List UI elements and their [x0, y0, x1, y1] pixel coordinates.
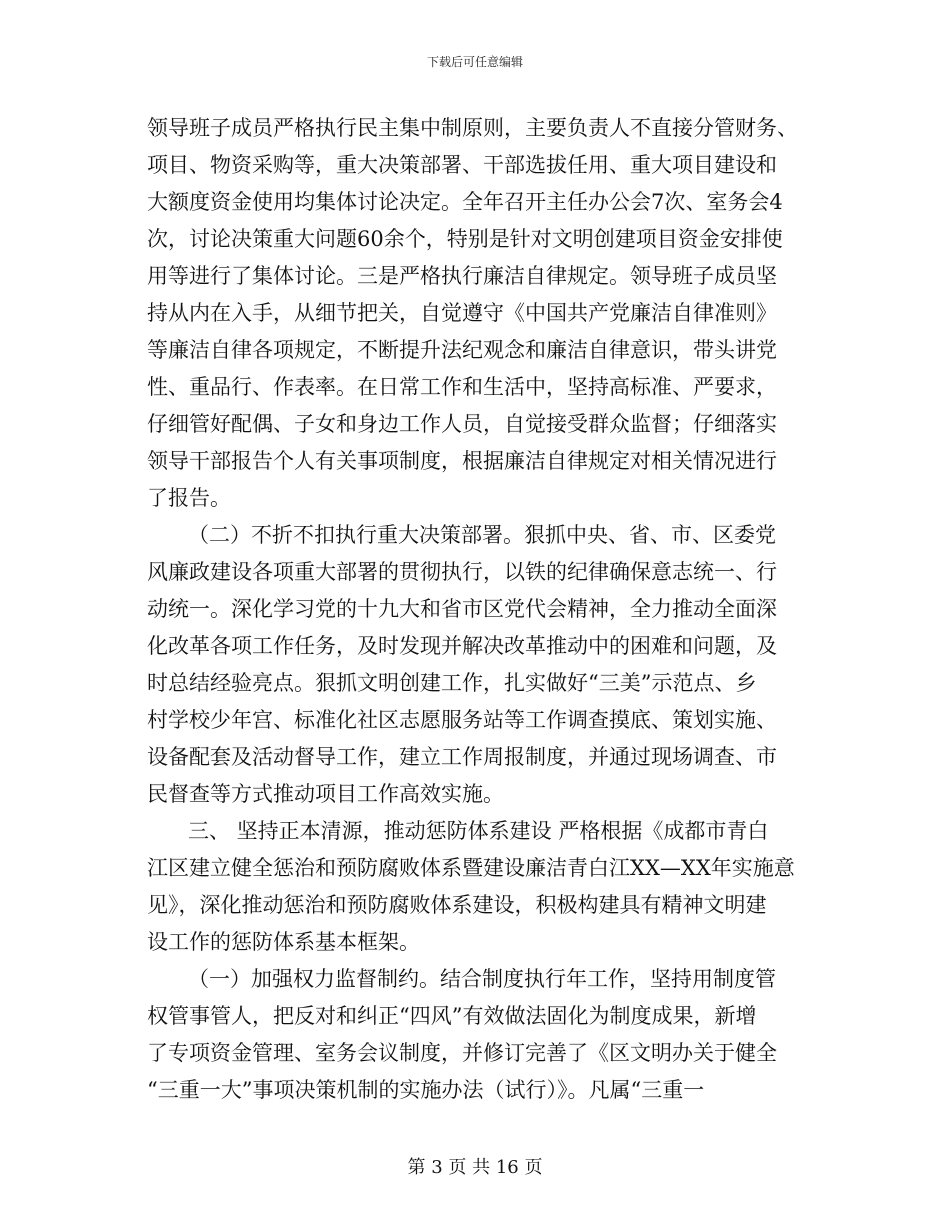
body-line: 用等进行了集体讨论。三是严格执行廉洁自律规定。领导班子成员坚: [147, 264, 777, 288]
body-line: 时总结经验亮点。狠抓文明创建工作，扎实做好“三美”示范点、乡: [147, 671, 757, 695]
body-line: 持从内在入手，从细节把关，自觉遵守《中国共产党廉洁自律准则》: [147, 301, 777, 325]
body-line: 权管事管人，把反对和纠正“四风”有效做法固化为制度成果，新增: [147, 1004, 757, 1028]
body-line: 设备配套及活动督导工作，建立工作周报制度，并通过现场调查、市: [147, 745, 777, 769]
body-line: 设工作的惩防体系基本框架。: [147, 930, 420, 954]
body-line: 风廉政建设各项重大部署的贯彻执行，以铁的纪律确保意志统一、行: [147, 560, 777, 584]
body-line: 大额度资金使用均集体讨论决定。全年召开主任办公会7次、室务会4: [147, 190, 783, 214]
body-line: 了报告。: [147, 486, 231, 510]
body-line: 领导干部报告个人有关事项制度，根据廉洁自律规定对相关情况进行: [147, 449, 777, 473]
body-line: （二）不折不扣执行重大决策部署。狠抓中央、省、市、区委党: [188, 523, 776, 547]
body-line: 仔细管好配偶、子女和身边工作人员，自觉接受群众监督；仔细落实: [147, 412, 777, 436]
body-line: 了专项资金管理、室务会议制度，并修订完善了《区文明办关于健全: [147, 1041, 777, 1065]
body-line: 见》，深化推动惩治和预防腐败体系建设，积极构建具有精神文明建: [147, 893, 767, 917]
body-line: 江区建立健全惩治和预防腐败体系暨建设廉洁青白江XX—XX年实施意: [147, 856, 795, 880]
body-line: 民督查等方式推动项目工作高效实施。: [147, 782, 504, 806]
section-heading-line: 三、 坚持正本清源，推动惩防体系建设 严格根据《成都市青白: [188, 819, 769, 843]
body-line: 领导班子成员严格执行民主集中制原则，主要负责人不直接分管财务、: [147, 116, 798, 140]
body-line: 化改革各项工作任务，及时发现并解决改革推动中的困难和问题，及: [147, 634, 777, 658]
body-line: （一）加强权力监督制约。结合制度执行年工作，坚持用制度管: [188, 967, 776, 991]
body-line: “三重一大”事项决策机制的实施办法（试行）》。凡属“三重一: [147, 1078, 705, 1102]
body-line: 等廉洁自律各项规定，不断提升法纪观念和廉洁自律意识，带头讲党: [147, 338, 777, 362]
page-header: 下载后可任意编辑: [426, 55, 523, 69]
body-line: 次，讨论决策重大问题60余个，特别是针对文明创建项目资金安排使: [147, 227, 783, 251]
body-line: 动统一。深化学习党的十九大和省市区党代会精神，全力推动全面深: [147, 597, 777, 621]
body-line: 性、重品行、作表率。在日常工作和生活中，坚持高标准、严要求，: [147, 375, 777, 399]
body-line: 村学校少年宫、标准化社区志愿服务站等工作调查摸底、策划实施、: [147, 708, 777, 732]
body-line: 项目、物资采购等，重大决策部署、干部选拔任用、重大项目建设和: [147, 153, 777, 177]
page-number: 第 3 页 共 16 页: [407, 1157, 543, 1178]
